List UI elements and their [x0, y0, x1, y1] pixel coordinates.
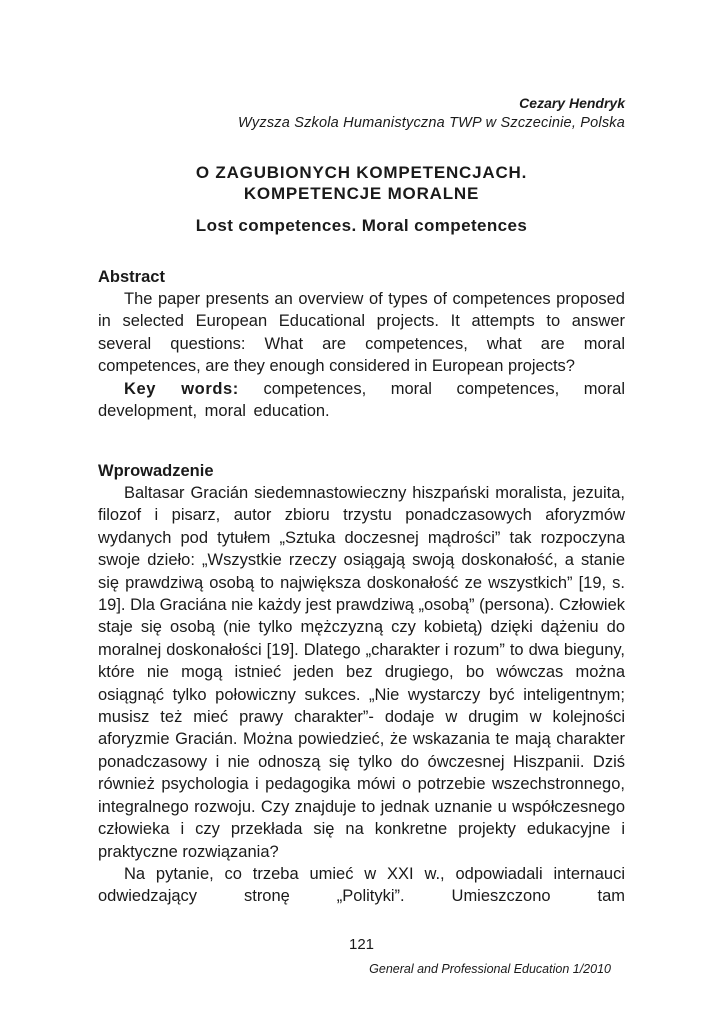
paper-title	[98, 162, 625, 204]
keywords-paragraph	[98, 378, 625, 423]
introduction-heading: Wprowadzenie	[98, 462, 214, 480]
introduction-section	[98, 460, 625, 908]
page-number: 121	[348, 936, 375, 953]
paper-subtitle-english: Lost competences. Moral competences	[195, 216, 528, 235]
keywords-text: competences, moral competences, moral development, moral education.	[98, 379, 626, 421]
intro-paragraph-2: Na pytanie, co trzeba umieć w XXI w., odpowiadali internauci odwiedzający stronę „Polityki”. Umieszczono tam	[98, 864, 625, 906]
intro-paragraph-1: Baltasar Gracián siedemnastowieczny hiszpański moralista, jezuita, filozof i pisarz, autor zbioru trzystu ponadczasowych aforyzmów wydanych pod tytułem „Sztuka doczesnej mądrości” tak rozpoczyna swoje dzieło: „Wszystkie rzeczy osiągają swoją doskonałość, a stanie się prawdziwą osobą to największa doskonałość ze wszystkich” [19, s. 19]. Dla Graciána nie każdy jest prawdziwą „osobą” (persona). Człowiek staje się osobą (nie tylko mężczyzną czy kobietą) dzięki dążeniu do moralnej doskonałości [19]. Dlatego „charakter i rozum” to dwa bieguny, które nie mogą istnieć jeden bez drugiego, bo wówczas można osiągnąć tylko połowiczny sukces. „Nie wystarczy być inteligentnym; musisz też mieć prawy charakter”- dodaje w drugim w kolejności aforyzmie Gracián. Można powiedzieć, że wskazania te mają charakter ponadczasowy i nie odnoszą się tylko do ówczesnej Hiszpanii. Dziś również psychologia i pedagogika mówi o potrzebie wszechstronnego, integralnego rozwoju. Czy znajduje to jednak uznanie u współczesnego człowieka i czy przekłada się na konkretne projekty edukacyjne i praktyczne rozwiązania?	[98, 484, 625, 861]
title-line-1: O ZAGUBIONYCH KOMPETENCJACH.	[195, 163, 528, 182]
journal-footer: General and Professional Education 1/2010	[369, 962, 611, 976]
abstract-section	[98, 266, 625, 422]
keywords-label: Key words:	[124, 379, 239, 398]
abstract-text: The paper presents an overview of types of competences proposed in selected European Educational projects. It attempts to answer several questions: What are competences, what are moral competences, are they enough considered in European projects?	[98, 290, 625, 376]
title-line-2: KOMPETENCJE MORALNE	[243, 184, 480, 203]
abstract-heading: Abstract	[98, 268, 165, 286]
author-affiliation: Wyzsza Szkola Humanistyczna TWP w Szczecinie, Polska	[238, 115, 625, 131]
author-name: Cezary Hendryk	[519, 95, 625, 111]
